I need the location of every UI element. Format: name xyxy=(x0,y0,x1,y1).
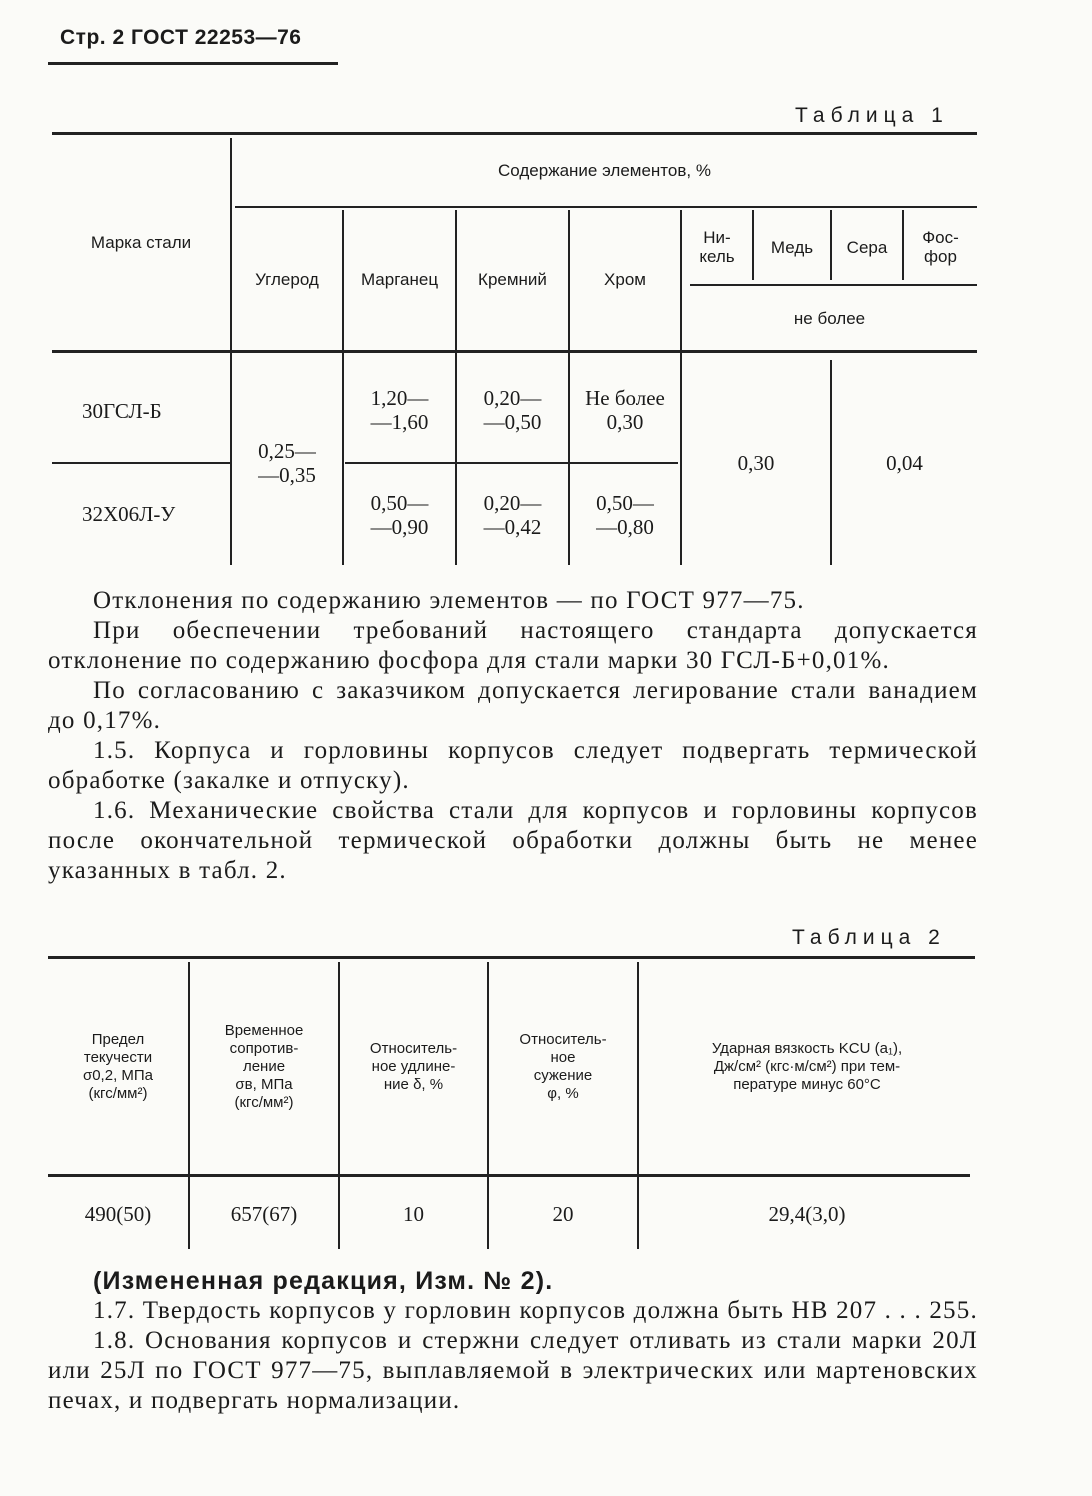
col-manganese: Марганец xyxy=(360,269,439,289)
col-reduction-of-area: Относитель- ное сужение φ, % xyxy=(519,1031,607,1102)
table1-header-rule xyxy=(52,350,977,353)
col-silicon: Кремний xyxy=(478,269,547,289)
paragraph: 1.7. Твердость корпусов у горловин корпусов должна быть НВ 207 . . . 255. xyxy=(93,1297,978,1324)
si-value-1: 0,20— —0,50 xyxy=(483,386,542,434)
tensile-strength-value: 657(67) xyxy=(230,1202,298,1226)
reduction-value: 20 xyxy=(552,1202,574,1226)
col-carbon: Углерод xyxy=(255,269,319,289)
text-block-1 xyxy=(48,586,978,886)
ni-cu-value: 0,30 xyxy=(737,450,775,475)
impact-toughness-value: 29,4(3,0) xyxy=(768,1202,846,1226)
col-phosphorus: Фос- фор xyxy=(922,228,959,266)
table2-caption: Таблица 2 xyxy=(792,926,946,949)
text-block-2 xyxy=(48,1266,978,1416)
header-rule xyxy=(48,62,338,65)
col-nickel: Ни- кель xyxy=(699,228,735,266)
amendment-note: (Измененная редакция, Изм. № 2). xyxy=(93,1267,554,1295)
steel-grade-1: 30ГСЛ-Б xyxy=(82,399,162,423)
paragraph: 1.8. Основания корпусов и стержни следует отливать из стали марки 20Л или 25Л по ГОСТ 977—75, выплавляемой в электрических или мартеновских печах, и подвергать нормализации. xyxy=(48,1327,978,1414)
table1-row-rule-values xyxy=(345,462,678,464)
paragraph: 1.6. Механические свойства стали для корпусов и горловины корпусов после окончательной термической обработки должны быть не менее указанных в табл. 2. xyxy=(48,797,978,884)
elements-group-title: Содержание элементов, % xyxy=(498,161,711,180)
col-yield-strength: Предел текучести σ0,2, МПа (кгс/мм²) xyxy=(82,1031,154,1102)
mn-value-1: 1,20— —1,60 xyxy=(370,386,429,434)
paragraph: 1.5. Корпуса и горловины корпусов следует подвергать термической обработке (закалке и отпуску). xyxy=(48,737,978,794)
col-impact-toughness: Ударная вязкость KCU (a₁), Дж/см² (кгс·м/см²) при тем- пературе минус 60°С xyxy=(711,1040,903,1093)
cr-value-2: 0,50— —0,80 xyxy=(596,491,654,539)
mn-value-2: 0,50— —0,90 xyxy=(370,491,429,539)
carbon-value: 0,25— —0,35 xyxy=(258,438,316,487)
col-elongation: Относитель- ное удлине- ние δ, % xyxy=(369,1040,458,1093)
elongation-value: 10 xyxy=(403,1202,424,1226)
cr-value-1: Не более 0,30 xyxy=(585,386,665,434)
s-p-value: 0,04 xyxy=(886,450,923,475)
table2-header-rule xyxy=(48,1174,970,1177)
col-tensile-strength: Временное сопротив- ление σв, МПа (кгс/мм²) xyxy=(224,1022,304,1111)
table2-top-rule xyxy=(48,956,975,959)
yield-strength-value: 490(50) xyxy=(84,1202,152,1226)
paragraph: По согласованию с заказчиком допускается легирование стали ванадием до 0,17%. xyxy=(48,677,978,734)
table1-caption: Таблица 1 xyxy=(795,104,949,127)
col-chromium: Хром xyxy=(604,269,646,289)
page-header: Стр. 2 ГОСТ 22253—76 xyxy=(60,26,302,49)
col-copper: Медь xyxy=(770,237,814,257)
paragraph: Отклонения по содержанию элементов — по ГОСТ 977—75. xyxy=(93,587,805,614)
si-value-2: 0,20— —0,42 xyxy=(483,491,542,539)
col-sulfur: Сера xyxy=(846,237,888,257)
steel-grade-2: 32Х06Л-У xyxy=(82,502,176,526)
paragraph: При обеспечении требований настоящего стандарта допускается отклонение по содержанию фосфора для стали марки 30 ГСЛ-Б+0,01%. xyxy=(48,617,978,674)
limits-subheader: не более xyxy=(793,308,866,328)
col-steel-grade: Марка стали xyxy=(90,233,192,252)
